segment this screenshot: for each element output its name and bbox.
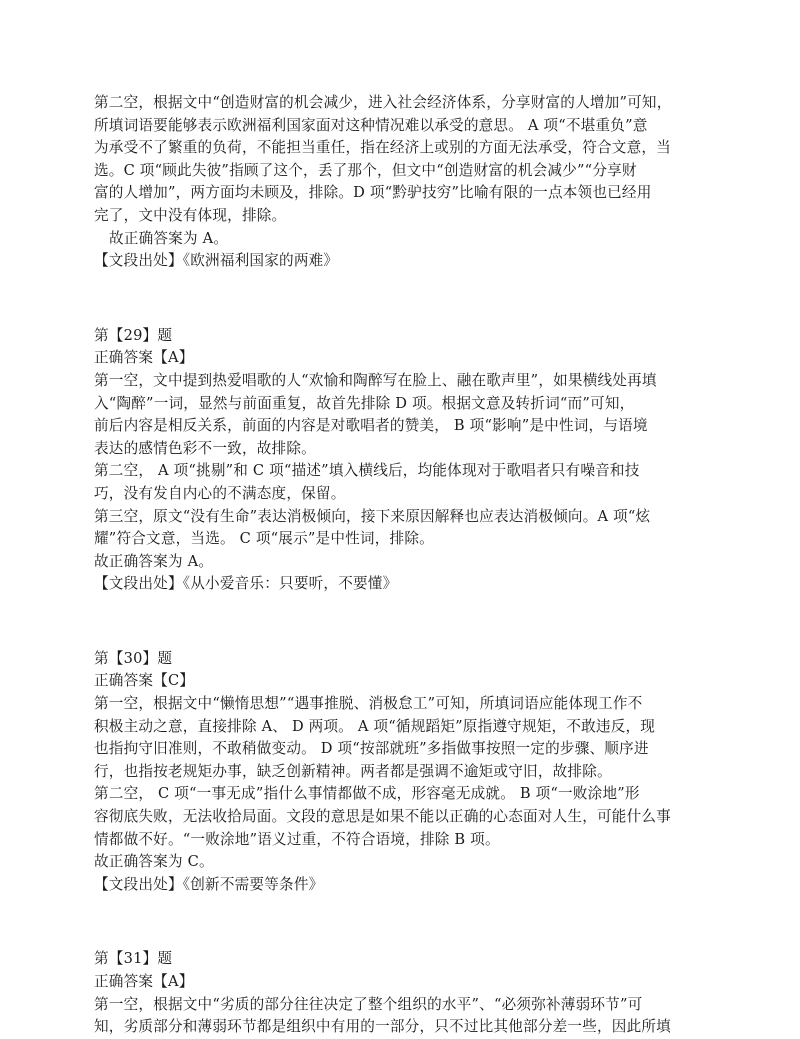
section-gap bbox=[94, 896, 714, 948]
paragraph-line: 第二空， A 项“挑剔”和 C 项“描述”填入横线后，均能体现对于歌唱者只有噪音和技 bbox=[94, 462, 640, 480]
paragraph-line: 巧，没有发自内心的不满态度，保留。 bbox=[94, 484, 346, 502]
paragraph-line: 容彻底失败，无法收拾局面。文段的意思是如果不能以正确的心态面对人生，可能什么事 bbox=[94, 808, 671, 826]
paragraph-line: 前后内容是相反关系，前面的内容是对歌唱者的赞美， B 项“影响”是中性词，与语境 bbox=[94, 417, 648, 435]
paragraph-line: 所填词语要能够表示欧洲福利国家面对这种情况难以承受的意思。 A 项“不堪重负”意 bbox=[94, 116, 648, 134]
question-31 bbox=[94, 948, 714, 1038]
question-title: 第【31】题 bbox=[94, 950, 173, 968]
source-citation: 【文段出处】《创新不需要等条件》 bbox=[94, 875, 324, 893]
correct-answer-label: 正确答案【A】 bbox=[94, 973, 194, 990]
paragraph-line: 情都做不好。“一败涂地”语义过重，不符合语境，排除 B 项。 bbox=[94, 830, 500, 848]
paragraph-line: 第二空， C 项“一事无成”指什么事情都做不成，形容毫无成就。 B 项“一败涂地”形 bbox=[94, 785, 640, 803]
paragraph-line: 入“陶醉”一词，显然与前面重复，故首先排除 D 项。根据文意及转折词“而”可知， bbox=[94, 394, 635, 412]
answer-statement: 故正确答案为 A。 bbox=[94, 552, 214, 570]
paragraph-line: 第三空，原文“没有生命”表达消极倾向，接下来原因解释也应表达消极倾向。A 项“炫 bbox=[94, 507, 651, 525]
section-gap bbox=[94, 273, 714, 325]
question-28-explanation bbox=[94, 92, 714, 273]
paragraph-line: 积极主动之意，直接排除 A、 D 两项。 A 项“循规蹈矩”原指遵守规矩，不敢违反，现 bbox=[94, 717, 656, 735]
question-title: 第【29】题 bbox=[94, 326, 173, 344]
question-29 bbox=[94, 325, 714, 596]
paragraph-line: 耀”符合文意，当选。 C 项“展示”是中性词，排除。 bbox=[94, 530, 434, 548]
paragraph-line: 第二空，根据文中“创造财富的机会减少，进入社会经济体系，分享财富的人增加”可知， bbox=[94, 94, 672, 111]
document-page bbox=[94, 92, 714, 1039]
paragraph-line: 完了，文中没有体现，排除。 bbox=[94, 206, 287, 224]
paragraph-line: 为承受不了繁重的负荷，不能担当重任，指在经济上或别的方面无法承受，符合文意，当 bbox=[94, 139, 671, 157]
paragraph-line: 选。C 项“顾此失彼”指顾了这个，丢了那个，但文中“创造财富的机会减少”“分享财 bbox=[94, 161, 637, 179]
source-citation: 【文段出处】《从小爱音乐：只要听，不要懂》 bbox=[94, 575, 398, 593]
question-30 bbox=[94, 648, 714, 897]
paragraph-line: 也指拘守旧准则，不敢稍做变动。 D 项“按部就班”多指做事按照一定的步骤、顺序进 bbox=[94, 740, 649, 758]
section-gap bbox=[94, 596, 714, 648]
paragraph-line: 第一空，根据文中“劣质的部分往往决定了整个组织的水平”、“必须弥补薄弱环节”可 bbox=[94, 995, 643, 1013]
paragraph-line: 富的人增加”，两方面均未顾及，排除。D 项“黔驴技穷”比喻有限的一点本领也已经用 bbox=[94, 184, 652, 202]
source-citation: 【文段出处】《欧洲福利国家的两难》 bbox=[94, 252, 339, 270]
question-title: 第【30】题 bbox=[94, 649, 173, 667]
correct-answer-label: 正确答案【A】 bbox=[94, 349, 194, 367]
paragraph-line: 行，也指按老规矩办事，缺乏创新精神。两者都是强调不逾矩或守旧，故排除。 bbox=[94, 762, 612, 780]
paragraph-line: 第一空，根据文中“懒惰思想”“遇事推脱、消极怠工”可知，所填词语应能体现工作不 bbox=[94, 695, 643, 713]
paragraph-line: 表达的感情色彩不一致，故排除。 bbox=[94, 439, 316, 457]
paragraph-line: 第一空，文中提到热爱唱歌的人“欢愉和陶醉写在脸上、融在歌声里”，如果横线处再填 bbox=[94, 371, 657, 389]
correct-answer-label: 正确答案【C】 bbox=[94, 672, 195, 690]
answer-statement: 故正确答案为 C。 bbox=[94, 853, 214, 871]
answer-statement: 故正确答案为 A。 bbox=[109, 229, 229, 247]
paragraph-line: 知，劣质部分和薄弱环节都是组织中有用的一部分，只不过比其他部分差一些，因此所填 bbox=[94, 1018, 671, 1036]
